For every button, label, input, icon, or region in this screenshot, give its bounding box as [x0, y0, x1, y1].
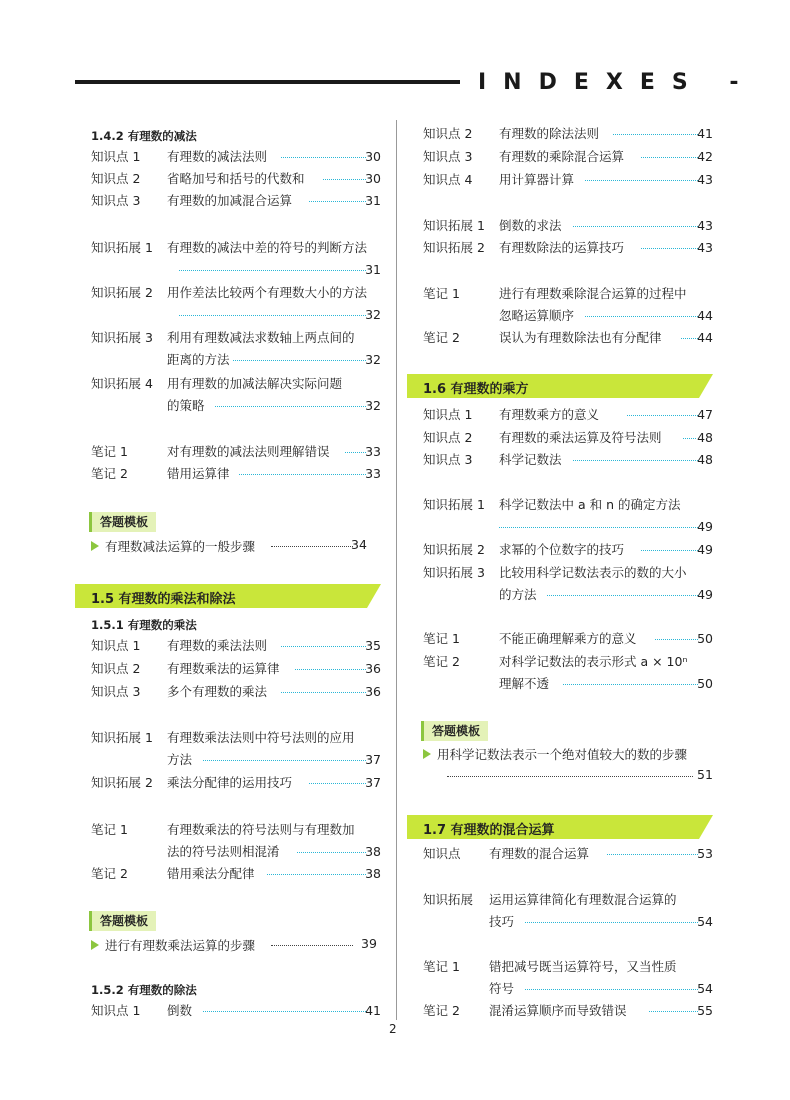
- leader-dots: [585, 308, 698, 317]
- page-ref: 37: [365, 775, 381, 790]
- page-ref: 39: [361, 936, 377, 951]
- band-edge: [367, 584, 381, 608]
- page-ref: 32: [365, 398, 381, 413]
- triangle-icon: [423, 749, 431, 759]
- entry-text: 有理数乘方的意义: [499, 407, 600, 422]
- entry-label: 知识拓展 1: [423, 218, 485, 233]
- toc-entry[interactable]: [423, 497, 713, 537]
- leader-dots: [179, 262, 366, 271]
- page-ref: 54: [697, 914, 713, 929]
- page-ref: 31: [365, 262, 381, 277]
- entry-text: 乘法分配律的运用技巧: [167, 775, 293, 790]
- entry-text: 有理数乘法的运算律: [167, 661, 280, 676]
- page-ref: 50: [697, 631, 713, 646]
- subsection-heading: 1.5.1 有理数的乘法: [91, 618, 197, 632]
- page-ref: 44: [697, 308, 713, 323]
- section-title: 1.5 有理数的乘法和除法: [91, 592, 236, 607]
- entry-label: 笔记 1: [91, 444, 128, 459]
- template-entry-text[interactable]: 用科学记数法表示一个绝对值较大的数的步骤: [437, 747, 688, 762]
- page-ref: 31: [365, 193, 381, 208]
- page-ref: 51: [697, 767, 713, 782]
- entry-label: 知识点 1: [423, 407, 473, 422]
- entry-label: 知识拓展 1: [91, 240, 153, 255]
- entry-text: 错用运算律: [167, 466, 230, 481]
- entry-text: 有理数的乘法法则: [167, 638, 268, 653]
- entry-text-cont: 的策略: [167, 398, 205, 413]
- entry-text: 用作差法比较两个有理数大小的方法: [167, 285, 368, 300]
- entry-text: 科学记数法中 a 和 n 的确定方法: [499, 497, 681, 512]
- entry-label: 知识拓展: [423, 892, 474, 907]
- entry-label: 笔记 1: [91, 822, 128, 837]
- entry-label: 笔记 1: [423, 959, 460, 974]
- entry-text: 运用运算律简化有理数混合运算的: [489, 892, 677, 907]
- page-ref: 32: [365, 307, 381, 322]
- leader-dots: [271, 538, 353, 547]
- template-tag: 答题模板: [89, 512, 156, 532]
- entry-text: 有理数的乘法运算及符号法则: [499, 430, 662, 445]
- toc-entry[interactable]: [423, 654, 713, 694]
- section-band-1-7[interactable]: [407, 815, 699, 839]
- page-ref: 53: [697, 846, 713, 861]
- page-ref: 34: [351, 537, 367, 552]
- entry-label: 知识点 3: [91, 193, 141, 208]
- template-entry-text[interactable]: 有理数减法运算的一般步骤: [105, 539, 256, 554]
- entry-label: 知识拓展 1: [91, 730, 153, 745]
- band-edge: [699, 374, 713, 398]
- band-edge: [699, 815, 713, 839]
- subsection-heading: 1.4.2 有理数的减法: [91, 129, 197, 143]
- page-ref: 43: [697, 240, 713, 255]
- leader-dots: [447, 768, 693, 777]
- entry-label: 知识点 2: [423, 126, 473, 141]
- entry-label: 知识点 1: [91, 638, 141, 653]
- entry-text: 倒数的求法: [499, 218, 562, 233]
- entry-label: 知识拓展 4: [91, 376, 153, 391]
- entry-text: 有理数的减法中差的符号的判断方法: [167, 240, 368, 255]
- entry-text: 用有理数的加减法解决实际问题: [167, 376, 343, 391]
- toc-entry[interactable]: [91, 730, 381, 770]
- entry-text: 省略加号和括号的代数和: [167, 171, 305, 186]
- triangle-icon: [91, 940, 99, 950]
- page-ref: 48: [697, 430, 713, 445]
- entry-text: 利用有理数减法求数轴上两点间的: [167, 330, 355, 345]
- column-divider: [396, 120, 397, 1020]
- subsection-heading: 1.5.2 有理数的除法: [91, 983, 197, 997]
- entry-text-cont: 法的符号法则相混淆: [167, 844, 280, 859]
- entry-label: 笔记 2: [91, 466, 128, 481]
- entry-text: 错把减号既当运算符号，又当性质: [489, 959, 677, 974]
- entry-label: 知识拓展 2: [423, 240, 485, 255]
- toc-entry[interactable]: [91, 285, 381, 325]
- leader-dots: [499, 519, 698, 528]
- page-ref: 36: [365, 661, 381, 676]
- page-ref: 49: [697, 587, 713, 602]
- template-tag: 答题模板: [421, 721, 488, 741]
- entry-text: 有理数除法的运算技巧: [499, 240, 625, 255]
- section-band-1-5[interactable]: [75, 584, 367, 608]
- leader-dots: [239, 466, 366, 475]
- page-ref: 35: [365, 638, 381, 653]
- entry-text: 多个有理数的乘法: [167, 684, 268, 699]
- entry-text: 用计算器计算: [499, 172, 575, 187]
- entry-text-cont: 距离的方法: [167, 352, 230, 367]
- entry-text: 有理数的混合运算: [489, 846, 590, 861]
- entry-label: 笔记 1: [423, 286, 460, 301]
- page-ref: 55: [697, 1003, 713, 1018]
- entry-label: 笔记 2: [91, 866, 128, 881]
- page-ref: 41: [697, 126, 713, 141]
- page-ref: 43: [697, 172, 713, 187]
- leader-dots: [203, 1003, 366, 1012]
- entry-text: 倒数: [167, 1003, 193, 1018]
- entry-label: 知识点 2: [91, 171, 141, 186]
- triangle-icon: [91, 541, 99, 551]
- entry-label: 知识拓展 2: [423, 542, 485, 557]
- entry-text: 不能正确理解乘方的意义: [499, 631, 637, 646]
- entry-label: 知识点 1: [91, 1003, 141, 1018]
- leader-dots: [525, 914, 698, 923]
- entry-text: 有理数的乘除混合运算: [499, 149, 625, 164]
- entry-text: 科学记数法: [499, 452, 562, 467]
- entry-label: 笔记 2: [423, 1003, 460, 1018]
- page-ref: 42: [697, 149, 713, 164]
- section-title: 1.6 有理数的乘方: [423, 382, 529, 397]
- page-ref: 44: [697, 330, 713, 345]
- toc-entry[interactable]: [423, 892, 713, 932]
- entry-label: 知识拓展 3: [91, 330, 153, 345]
- header-rule: [75, 80, 460, 84]
- entry-label: 知识点 4: [423, 172, 473, 187]
- entry-label: 笔记 1: [423, 631, 460, 646]
- page-ref: 32: [365, 352, 381, 367]
- page-ref: 33: [365, 444, 381, 459]
- entry-text: 错用乘法分配律: [167, 866, 255, 881]
- toc-entry[interactable]: [91, 376, 381, 416]
- page-ref: 30: [365, 149, 381, 164]
- entry-text-cont: 方法: [167, 752, 193, 767]
- entry-label: 知识点 2: [91, 661, 141, 676]
- template-entry-text[interactable]: 进行有理数乘法运算的步骤: [105, 938, 256, 953]
- leader-dots: [203, 752, 366, 761]
- leader-dots: [573, 218, 698, 227]
- page-title: INDEXES -: [478, 70, 756, 95]
- entry-label: 笔记 2: [423, 654, 460, 669]
- leader-dots: [233, 352, 366, 361]
- entry-label: 知识拓展 1: [423, 497, 485, 512]
- entry-text: 有理数乘法法则中符号法则的应用: [167, 730, 355, 745]
- entry-label: 知识点 1: [91, 149, 141, 164]
- page-ref: 36: [365, 684, 381, 699]
- entry-text: 进行有理数乘除混合运算的过程中: [499, 286, 687, 301]
- page-ref: 49: [697, 519, 713, 534]
- entry-text-cont: 忽略运算顺序: [499, 308, 575, 323]
- page-ref: 38: [365, 866, 381, 881]
- leader-dots: [585, 172, 698, 181]
- entry-text-cont: 理解不透: [499, 676, 550, 691]
- toc-entry[interactable]: [423, 959, 713, 999]
- entry-text: 有理数的减法法则: [167, 149, 268, 164]
- page-ref: 33: [365, 466, 381, 481]
- leader-dots: [271, 937, 353, 946]
- entry-label: 知识点 3: [91, 684, 141, 699]
- entry-text: 有理数的加减混合运算: [167, 193, 293, 208]
- entry-text: 对科学记数法的表示形式 a × 10ⁿ: [499, 654, 688, 669]
- entry-text-cont: 技巧: [489, 914, 515, 929]
- entry-label: 知识点 3: [423, 149, 473, 164]
- entry-label: 知识拓展 2: [91, 775, 153, 790]
- entry-label: 知识点 2: [423, 430, 473, 445]
- toc-entry[interactable]: [91, 822, 381, 862]
- entry-label: 知识点: [423, 846, 461, 861]
- page-ref: 43: [697, 218, 713, 233]
- leader-dots: [547, 587, 698, 596]
- leader-dots: [563, 676, 698, 685]
- entry-text: 对有理数的减法法则理解错误: [167, 444, 330, 459]
- entry-text: 求幂的个位数字的技巧: [499, 542, 625, 557]
- section-title: 1.7 有理数的混合运算: [423, 823, 555, 838]
- leader-dots: [179, 307, 366, 316]
- page-ref: 54: [697, 981, 713, 996]
- page-ref: 38: [365, 844, 381, 859]
- entry-label: 知识拓展 2: [91, 285, 153, 300]
- page-ref: 30: [365, 171, 381, 186]
- page-number: 2: [389, 1022, 397, 1036]
- entry-text-cont: 符号: [489, 981, 515, 996]
- entry-text-cont: 的方法: [499, 587, 537, 602]
- toc-entry[interactable]: [423, 565, 713, 605]
- toc-entry[interactable]: [423, 286, 713, 326]
- entry-text: 比较用科学记数法表示的数的大小: [499, 565, 687, 580]
- leader-dots: [525, 981, 698, 990]
- entry-label: 知识点 3: [423, 452, 473, 467]
- toc-entry[interactable]: [91, 330, 381, 370]
- page-ref: 48: [697, 452, 713, 467]
- page-ref: 47: [697, 407, 713, 422]
- toc-entry[interactable]: [91, 240, 381, 280]
- leader-dots: [215, 398, 366, 407]
- entry-text: 有理数乘法的符号法则与有理数加: [167, 822, 355, 837]
- template-tag: 答题模板: [89, 911, 156, 931]
- page-ref: 37: [365, 752, 381, 767]
- entry-text: 有理数的除法法则: [499, 126, 600, 141]
- entry-label: 知识拓展 3: [423, 565, 485, 580]
- section-band-1-6[interactable]: [407, 374, 699, 398]
- page-ref: 41: [365, 1003, 381, 1018]
- page-ref: 50: [697, 676, 713, 691]
- entry-text: 混淆运算顺序而导致错误: [489, 1003, 627, 1018]
- leader-dots: [573, 452, 698, 461]
- entry-label: 笔记 2: [423, 330, 460, 345]
- entry-text: 误认为有理数除法也有分配律: [499, 330, 662, 345]
- page-ref: 49: [697, 542, 713, 557]
